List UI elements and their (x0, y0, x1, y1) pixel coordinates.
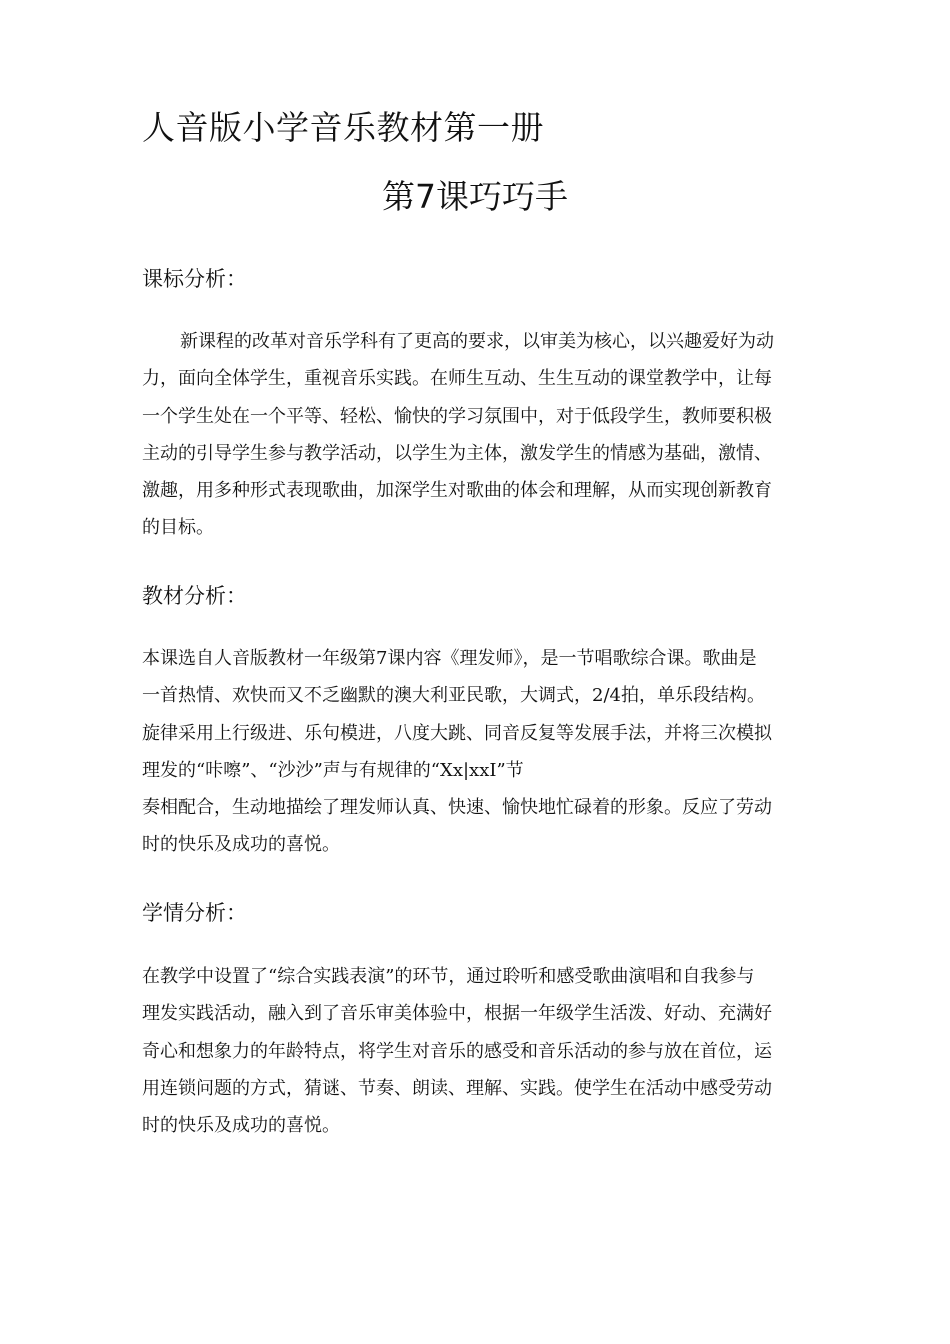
paragraph-line: 本课选自人音版教材一年级第7课内容《理发师》，是一节唱歌综合课。歌曲是 (142, 648, 757, 669)
book-title: 人音版小学音乐教材第一册 (142, 108, 544, 147)
paragraph-line: 新课程的改革对音乐学科有了更高的要求，以审美为核心，以兴趣爱好为动 (180, 331, 774, 352)
paragraph-line: 主动的引导学生参与教学活动，以学生为主体，激发学生的情感为基础，激情、 (142, 442, 772, 464)
paragraph-line: 时的快乐及成功的喜悦。 (142, 1115, 340, 1137)
paragraph-line: 激趣，用多种形式表现歌曲，加深学生对歌曲的体会和理解，从而实现创新教育 (142, 480, 772, 502)
paragraph-line: 的目标。 (142, 517, 214, 539)
section-heading-material: 教材分析： (142, 584, 247, 608)
paragraph-line: 奇心和想象力的年龄特点，将学生对音乐的感受和音乐活动的参与放在首位，运 (142, 1040, 772, 1062)
paragraph-line: 理发的“咔嚓”、“沙沙”声与有规律的“Xx|xxI”节 (142, 759, 524, 781)
section-heading-students: 学情分析： (142, 901, 247, 925)
paragraph-line: 在教学中设置了“综合实践表演”的环节，通过聆听和感受歌曲演唱和自我参与 (142, 966, 755, 987)
section-heading-curriculum: 课标分析： (142, 267, 247, 291)
paragraph-line: 用连锁问题的方式，猜谜、节奏、朗读、理解、实践。使学生在活动中感受劳动 (142, 1077, 772, 1099)
section-body-curriculum (142, 323, 818, 547)
paragraph-line: 一个学生处在一个平等、轻松、愉快的学习氛围中，对于低段学生，教师要积极 (142, 405, 772, 427)
section-body-material (142, 640, 818, 864)
paragraph-line: 奏相配合，生动地描绘了理发师认真、快速、愉快地忙碌着的形象。反应了劳动 (142, 797, 772, 819)
paragraph-line: 一首热情、欢快而又不乏幽默的澳大利亚民歌，大调式，2/4拍，单乐段结构。 (142, 685, 765, 707)
paragraph-line: 理发实践活动，融入到了音乐审美体验中，根据一年级学生活泼、好动、充满好 (142, 1003, 772, 1025)
lesson-title: 第7课巧巧手 (382, 177, 568, 216)
paragraph-line: 力，面向全体学生，重视音乐实践。在师生互动、生生互动的课堂教学中，让每 (142, 368, 772, 390)
section-body-students (142, 958, 818, 1144)
paragraph-line: 时的快乐及成功的喜悦。 (142, 834, 340, 856)
paragraph-line: 旋律采用上行级进、乐句模进，八度大跳、同音反复等发展手法，并将三次模拟 (142, 722, 772, 744)
